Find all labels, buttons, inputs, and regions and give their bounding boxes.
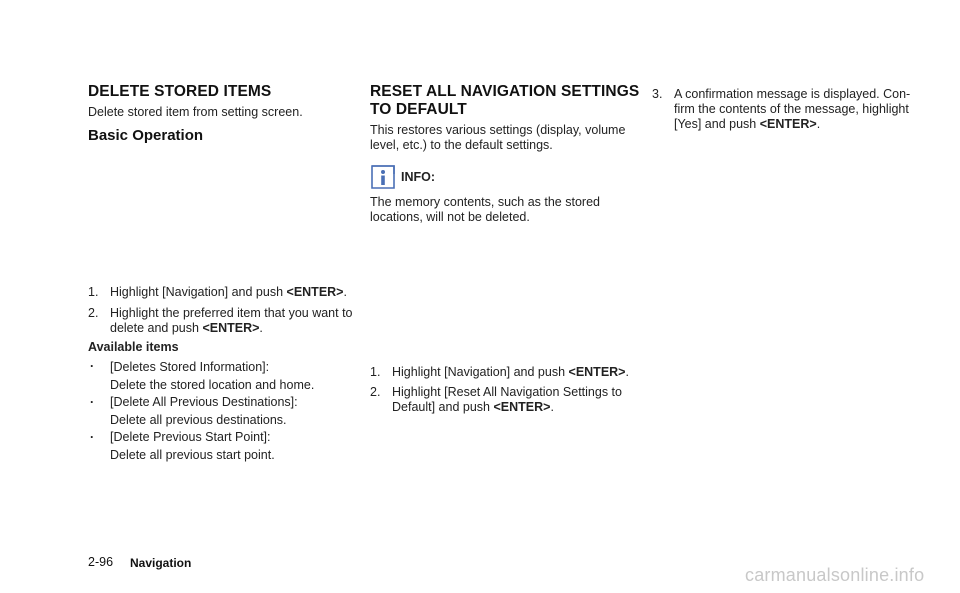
item-title: [Delete Previous Start Point]: [110, 430, 271, 444]
item-title: [Deletes Stored Information]: [110, 360, 270, 374]
enter-key-label: <ENTER> [493, 400, 551, 414]
step-number: 1. [370, 365, 381, 379]
step-end: . [550, 400, 554, 414]
item-desc: Delete all previous destinations. [110, 413, 287, 427]
item-desc: Delete the stored location and home. [110, 378, 315, 392]
step-2-continued [110, 320, 263, 337]
section-heading: DELETE STORED ITEMS [88, 83, 272, 100]
step-text: Highlight [Reset All Navigation Settings to [392, 385, 622, 399]
bullet: . [90, 356, 94, 370]
item-title: [Delete All Previous Destinations]: [110, 395, 298, 409]
enter-key-label: <ENTER> [286, 285, 344, 299]
watermark: carmanualsonline.info [745, 565, 925, 585]
info-line-2: locations, will not be deleted. [370, 210, 530, 224]
step-1 [88, 284, 347, 301]
enter-key-label: <ENTER> [568, 365, 626, 379]
step-end: . [625, 365, 629, 379]
step-text: delete and push [110, 321, 203, 335]
step-number: 1. [88, 285, 99, 299]
available-items-label: Available items [88, 340, 179, 354]
step-text: A confirmation message is displayed. Con- [674, 87, 911, 101]
step-number: 3. [652, 87, 663, 101]
info-line-1: The memory contents, such as the stored [370, 195, 600, 209]
enter-key-label: <ENTER> [759, 117, 817, 131]
bullet: . [90, 392, 94, 406]
step-3-line-2: firm the contents of the message, highlight [674, 102, 909, 116]
info-icon [371, 165, 395, 189]
intro-line-2: level, etc.) to the default settings. [370, 138, 553, 152]
step-text: Highlight [Navigation] and push [392, 365, 569, 379]
intro-text: Delete stored item from setting screen. [88, 105, 303, 119]
step-text: Highlight [Navigation] and push [110, 285, 287, 299]
step-number: 2. [370, 385, 381, 399]
section-heading-line-1: RESET ALL NAVIGATION SETTINGS [370, 83, 640, 100]
step-text: Highlight the preferred item that you want to [110, 306, 353, 320]
bullet: . [90, 427, 94, 441]
step-number: 2. [88, 306, 99, 320]
enter-key-label: <ENTER> [202, 321, 260, 335]
step-2-continued [392, 399, 554, 416]
item-desc: Delete all previous start point. [110, 448, 275, 462]
step-3-line-3 [674, 116, 820, 133]
step-end: . [343, 285, 347, 299]
section-heading-line-2: TO DEFAULT [370, 101, 467, 118]
footer-section-title: Navigation [130, 556, 192, 570]
info-label: INFO: [401, 170, 436, 184]
subheading: Basic Operation [88, 127, 204, 144]
page-number: 2-96 [88, 555, 114, 569]
step-1 [370, 364, 629, 381]
step-text: [Yes] and push [674, 117, 760, 131]
step-text: Default] and push [392, 400, 494, 414]
step-end: . [259, 321, 263, 335]
step-end: . [816, 117, 821, 131]
intro-line-1: This restores various settings (display, volume [370, 123, 626, 137]
